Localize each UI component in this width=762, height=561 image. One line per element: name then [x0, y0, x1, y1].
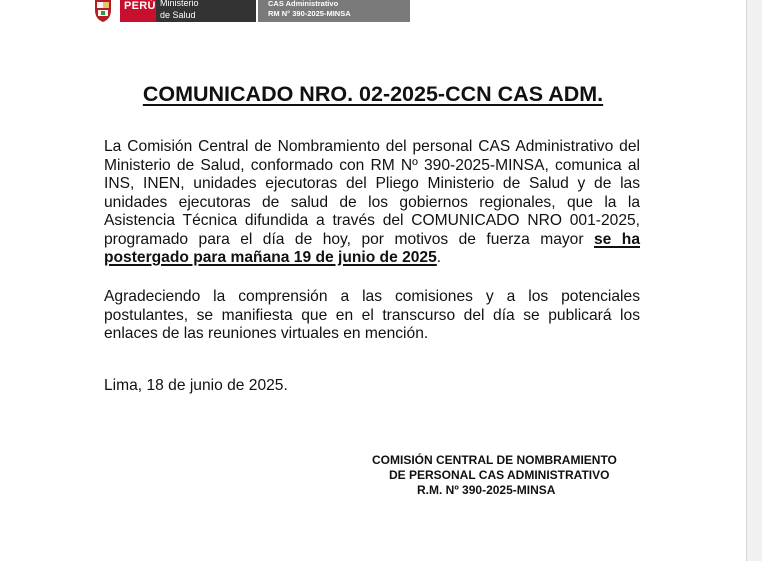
cas-line1: CAS Administrativo — [268, 0, 339, 8]
document-date: Lima, 18 de junio de 2025. — [104, 377, 288, 394]
page-edge-divider — [746, 0, 747, 561]
cas-line2: RM N° 390-2025-MINSA — [268, 9, 351, 18]
signature-line2: DE PERSONAL CAS ADMINISTRATIVO — [389, 468, 610, 482]
ministry-line1: Ministerio — [160, 0, 199, 8]
document-title-text: COMUNICADO NRO. 02-2025-CCN CAS ADM. — [142, 82, 604, 106]
ministry-line2: de Salud — [160, 10, 196, 20]
coat-of-arms-icon — [92, 0, 114, 22]
cas-label-box — [258, 0, 410, 22]
paragraph-1 — [104, 138, 640, 268]
paragraph-2: Agradeciendo la comprensión a las comisiones y a los potenciales postulantes, se manifiesta que en el transcurso del día se publicará los enlaces de las reuniones virtuales en mención. — [104, 288, 640, 342]
document-title — [0, 82, 746, 107]
signature-line1: COMISIÓN CENTRAL DE NOMBRAMIENTO — [372, 453, 617, 467]
paragraph-1-emphasis: se ha postergado para mañana 19 de junio de 2025 — [104, 230, 640, 266]
paragraph-1-end: . — [436, 249, 442, 266]
signature-line3: R.M. Nº 390-2025-MINSA — [417, 483, 556, 497]
signature-block — [372, 453, 617, 498]
peru-label-box — [120, 0, 156, 22]
paragraph-1-text: La Comisión Central de Nombramiento del personal CAS Administrativo del Ministerio de Salud, conformado con RM Nº 390-2025-MINSA, comunica al INS, INEN, unidades ejecutoras del Pliego Ministerio de Salud y de las unidades ejecutoras de salud de los gobiernos regionales, que la la Asistencia Técnica difundida a través del COMUNICADO NRO 001-2025, programado para el día de hoy, por motivos de fuerza mayor — [104, 138, 640, 248]
country-label: PERÚ — [124, 0, 156, 12]
ministry-label-box — [156, 0, 256, 22]
